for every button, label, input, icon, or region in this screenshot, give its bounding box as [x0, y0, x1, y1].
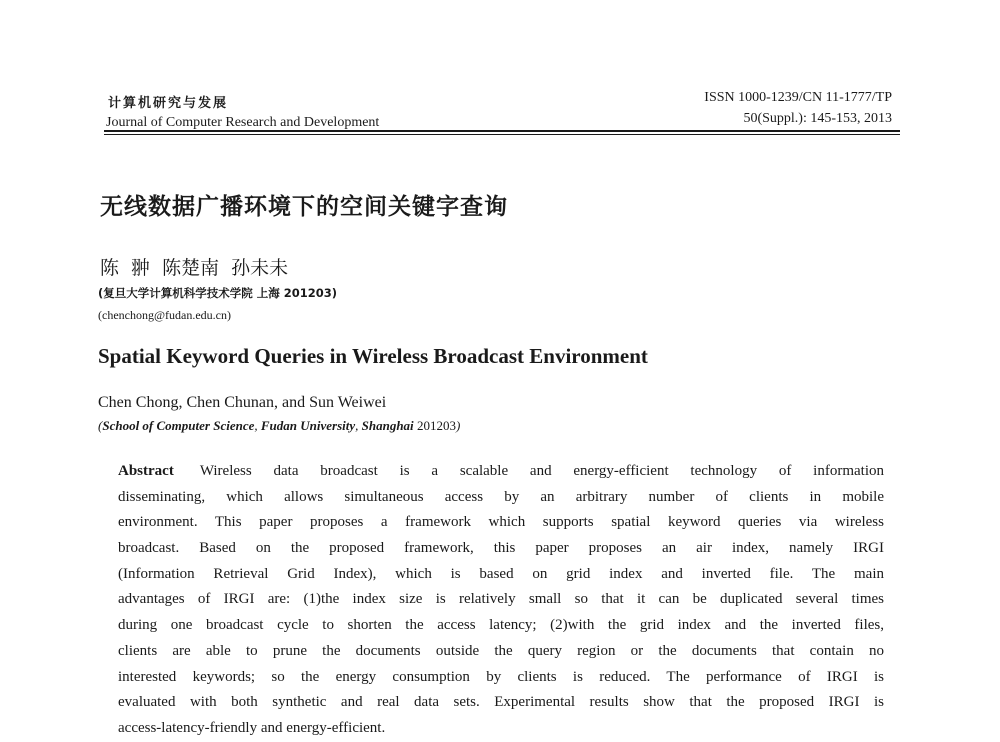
volume-pages-line: 50(Suppl.): 145-153, 2013 — [743, 111, 892, 126]
abstract-line: access-latency-friendly and energy-efficient. — [118, 719, 386, 736]
abstract-line: evaluated with both synthetic and real data sets. Experimental results show that the proposed IRGI is — [118, 694, 884, 711]
abstract-text: Wireless data broadcast is a scalable and energy-efficient technology of information — [199, 463, 884, 479]
abstract-line: broadcast. Based on the proposed framework, this paper proposes an air index, namely IRGI — [118, 540, 884, 557]
affiliation-postcode: 201203 — [416, 418, 456, 433]
header-rule-thick — [104, 130, 900, 132]
affiliation-english: (School of Computer Science, Fudan University, Shanghai 201203) — [98, 418, 461, 433]
abstract-line: disseminating, which allows simultaneous access by an arbitrary number of clients in mobile — [118, 488, 884, 505]
affiliation-chinese: (复旦大学计算机科学技术学院 上海 201203) — [98, 286, 338, 300]
abstract-line: clients are able to prune the documents outside the query region or the documents that contain no — [118, 642, 884, 659]
paper-title-english: Spatial Keyword Queries in Wireless Broadcast Environment — [98, 344, 648, 368]
affiliation-university: Fudan University — [260, 418, 356, 433]
abstract-line — [118, 459, 884, 485]
abstract-line: advantages of IRGI are: (1)the index size is relatively small so that it can be duplicated several times — [118, 591, 884, 608]
paper-title-chinese: 无线数据广播环境下的空间关键字查询 — [100, 194, 508, 220]
abstract — [118, 459, 884, 742]
abstract-line: (Information Retrieval Grid Index), which is based on grid index and inverted file. The main — [118, 565, 884, 582]
authors-chinese: 陈 翀 陈楚南 孙未未 — [100, 257, 289, 279]
journal-name-chinese: 计算机研究与发展 — [108, 96, 229, 111]
author-email: (chenchong@fudan.edu.cn) — [98, 308, 231, 322]
journal-name-english: Journal of Computer Research and Development — [106, 115, 380, 130]
issn-line: ISSN 1000-1239/CN 11-1777/TP — [704, 90, 892, 105]
abstract-line: during one broadcast cycle to shorten the access latency; (2)with the grid index and the inverted files, — [118, 617, 884, 634]
abstract-line: environment. This paper proposes a framework which supports spatial keyword queries via wireless — [118, 514, 884, 531]
abstract-label: Abstract — [118, 463, 174, 479]
header-rule-thin — [104, 134, 900, 135]
abstract-line: interested keywords; so the energy consumption by clients is reduced. The performance of IRGI is — [118, 668, 884, 685]
affiliation-school: School of Computer Science — [102, 418, 255, 433]
affiliation-city: Shanghai — [361, 418, 414, 433]
authors-english: Chen Chong, Chen Chunan, and Sun Weiwei — [98, 394, 387, 411]
